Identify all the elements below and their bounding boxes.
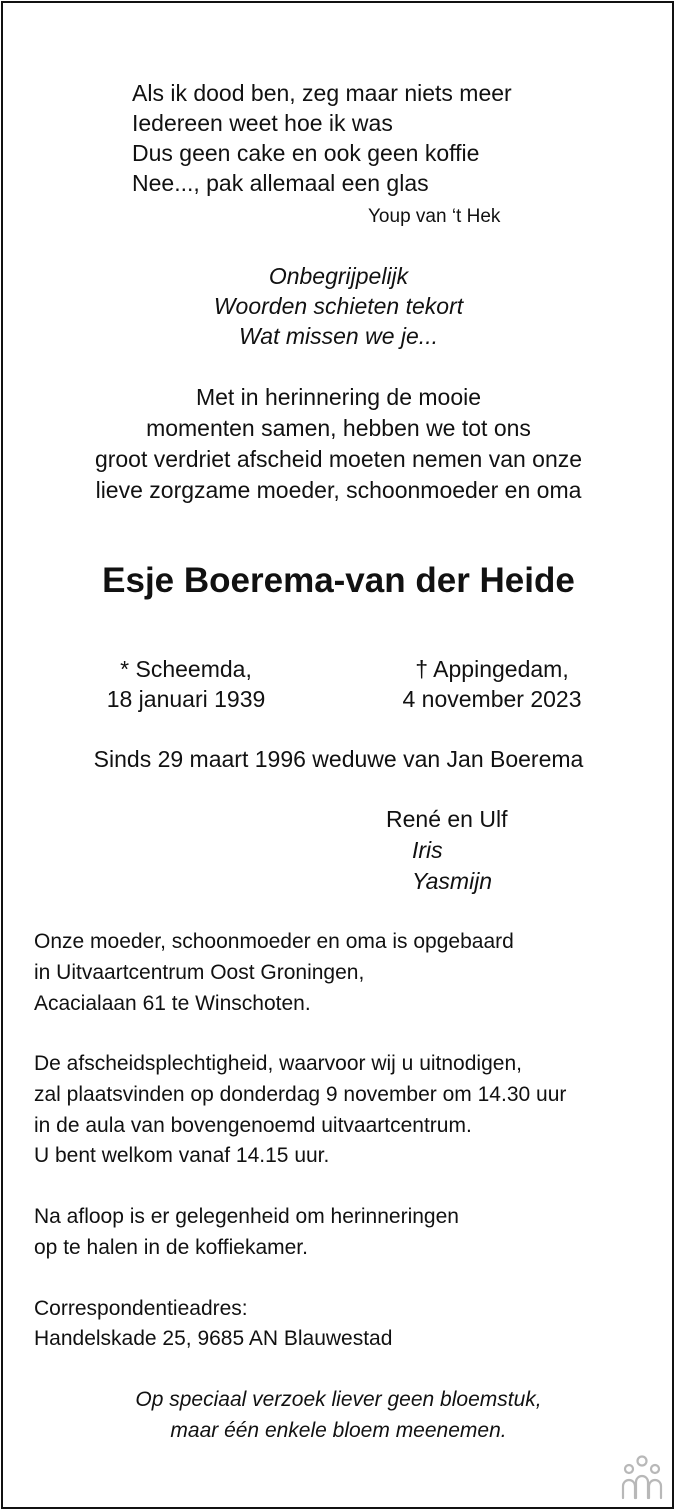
closing-line: maar één enkele bloem meenemen. [170,1419,507,1442]
poem-line: Als ik dood ben, zeg maar niets meer [132,80,512,106]
detail-line: op te halen in de koffiekamer. [34,1236,308,1259]
poem-line: Dus geen cake en ook geen koffie [132,140,480,166]
sentiment-line: Wat missen we je... [239,323,438,349]
family-member: René en Ulf [386,806,508,832]
born-date: 18 januari 1939 [106,686,266,712]
sentiment-line: Woorden schieten tekort [213,293,464,319]
poem-author: Youp van ‘t Hek [368,206,501,227]
people-group-icon [618,1454,666,1500]
sentiment-line: Onbegrijpelijk [268,263,409,289]
detail-line: Na afloop is er gelegenheid om herinneringen [34,1205,459,1228]
intro-line: momenten samen, hebben we tot ons [146,415,531,441]
correspondence-label: Correspondentieadres: [34,1297,248,1320]
intro-line: Met in herinnering de mooie [195,384,482,410]
intro-line: lieve zorgzame moeder, schoonmoeder en oma [95,477,582,503]
family-member: Iris [412,837,443,863]
detail-line: Acacialaan 61 te Winschoten. [34,992,311,1015]
correspondence-address: Handelskade 25, 9685 AN Blauwestad [34,1327,393,1350]
widow-line: Sinds 29 maart 1996 weduwe van Jan Boerema [93,746,584,772]
detail-line: U bent welkom vanaf 14.15 uur. [34,1144,330,1167]
poem-line: Nee..., pak allemaal een glas [132,170,429,196]
detail-line: in Uitvaartcentrum Oost Groningen, [34,961,365,984]
detail-line: Onze moeder, schoonmoeder en oma is opgebaard [34,930,514,953]
detail-line: in de aula van bovengenoemd uitvaartcentrum. [34,1114,472,1137]
detail-line: zal plaatsvinden op donderdag 9 november om 14.30 uur [34,1083,567,1106]
detail-line: De afscheidsplechtigheid, waarvoor wij u uitnodigen, [34,1052,522,1075]
closing-line: Op speciaal verzoek liever geen bloemstuk, [135,1388,542,1411]
died-date: 4 november 2023 [402,686,582,712]
deceased-name: Esje Boerema-van der Heide [102,561,575,600]
died-place: † Appingedam, [415,656,569,682]
family-member: Yasmijn [412,868,493,894]
poem-line: Iedereen weet hoe ik was [132,110,393,136]
intro-line: groot verdriet afscheid moeten nemen van onze [94,446,583,472]
born-place: * Scheemda, [120,656,252,682]
